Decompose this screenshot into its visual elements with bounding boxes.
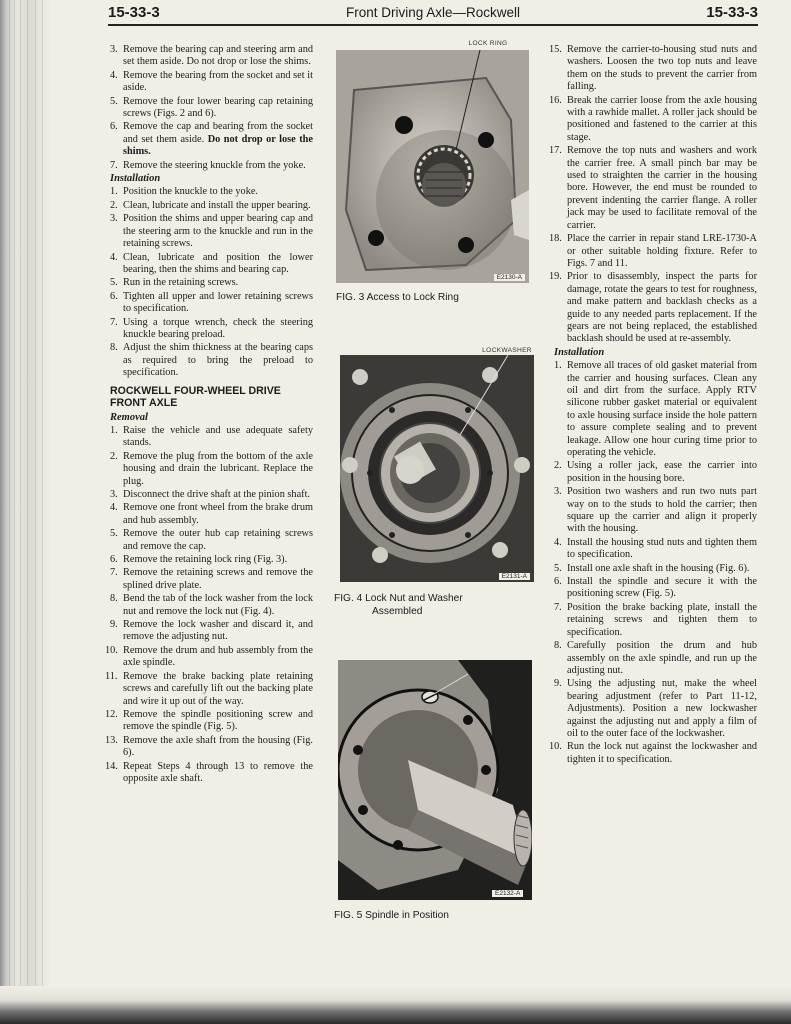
step-item xyxy=(105,734,313,760)
step-number: 16. xyxy=(549,94,562,106)
step-text: Clean, lubricate and position the lower bearing, then the shims and bearing cap. xyxy=(123,251,313,275)
step-item xyxy=(554,537,757,562)
step-text: Remove the cap and bearing from the socket and set them aside. xyxy=(123,121,313,145)
step-item xyxy=(110,567,313,592)
installation-heading-right: Installation xyxy=(554,346,605,358)
step-text: Using a torque wrench, check the steering knuckle bearing preload. xyxy=(123,316,313,340)
step-item xyxy=(549,271,757,345)
figure-3-photo xyxy=(336,50,529,283)
step-item xyxy=(110,291,313,316)
step-number: 11. xyxy=(105,670,118,682)
step-text: Remove the lock washer and discard it, and remove the adjusting nut. xyxy=(123,619,313,643)
step-number: 14. xyxy=(105,760,118,772)
step-item xyxy=(110,619,313,644)
fig4-caption-line1: FIG. 4 Lock Nut and Washer xyxy=(334,593,463,604)
step-number: 7. xyxy=(554,601,562,613)
step-item xyxy=(554,602,757,639)
step-number: 3. xyxy=(110,213,118,225)
step-number: 18. xyxy=(549,233,562,245)
step-text: Install the housing stud nuts and tighten them to specification. xyxy=(567,536,757,561)
axle-removal-steps xyxy=(105,424,313,785)
fig3-code: E2130-A xyxy=(494,274,525,281)
step-number: 9. xyxy=(110,619,118,631)
step-text: Remove the top nuts and washers and work the carrier free. A small pinch bar may be used to straighten the carrier in the housing bore. However, the end must be rounded to prevent indenting the carrier flange. A roller jack may be used to facilitate removal of the carrier. xyxy=(567,145,757,231)
step-item xyxy=(105,644,313,670)
step-item xyxy=(554,460,757,485)
step-item xyxy=(549,145,757,232)
step-item xyxy=(110,451,313,488)
step-number: 2. xyxy=(110,199,118,211)
step-number: 1. xyxy=(110,186,118,198)
step-item xyxy=(110,96,313,121)
step-item xyxy=(110,186,313,198)
step-item xyxy=(110,593,313,618)
step-text: Remove the spindle positioning screw and remove the spindle (Fig. 5). xyxy=(123,708,313,733)
step-number: 12. xyxy=(105,708,118,720)
step-number: 1. xyxy=(554,360,562,372)
step-text: Remove all traces of old gasket material from the carrier and housing surfaces. Clean any oil and dirt from the surface. Apply RTV silicone rubber gasket material or equivalent to axle housing surface inside the hole pattern to assure complete sealing and to prevent leakage. Allow one hour curing time prior to operating the vehicle. xyxy=(567,360,757,458)
step-text: Remove the carrier-to-housing stud nuts and washers. Loosen the two top nuts and leave them on the studs to prevent the carrier from falling. xyxy=(567,44,757,93)
step-text: Break the carrier loose from the axle housing with a rawhide mallet. A roller jack should be positioned and fastened to the carrier at this stage. xyxy=(567,94,757,143)
figure-4-photo xyxy=(340,355,534,582)
step-text: Remove one front wheel from the brake drum and hub assembly. xyxy=(123,502,313,526)
step-text: Prior to disassembly, inspect the parts for damage, rotate the gears to test for roughness, and make pattern and backlash checks as a guide to any needed parts replacement. If the gears are not being replaced, the established backlash should be used at re-assembly. xyxy=(567,271,757,345)
fig4-caption-line2: Assembled xyxy=(372,606,423,617)
step-text: Remove the steering knuckle from the yoke. xyxy=(123,159,306,171)
fig4-code: E2131-A xyxy=(499,573,530,580)
step-text: Place the carrier in repair stand LRE-1730-A or other suitable holding fixture. Refer to Figs. 7 and 11. xyxy=(567,233,757,269)
page-running-title: Front Driving Axle—Rockwell xyxy=(345,5,521,20)
step-text: Remove the drum and hub assembly from the axle spindle. xyxy=(123,644,313,669)
step-text: Raise the vehicle and use adequate safety stands. xyxy=(123,424,313,449)
step-number: 4. xyxy=(554,536,562,548)
step-item xyxy=(110,528,313,553)
step-item xyxy=(110,502,313,527)
step-number: 2. xyxy=(110,450,118,462)
step-item xyxy=(105,670,313,708)
step-item xyxy=(549,94,757,145)
step-item xyxy=(110,554,313,566)
figure-5-photo xyxy=(338,660,532,900)
header-rule xyxy=(108,24,758,26)
step-number: 5. xyxy=(110,528,118,540)
step-text: Disconnect the drive shaft at the pinion shaft. xyxy=(123,489,311,500)
step-item xyxy=(549,44,757,94)
step-text: Position the knuckle to the yoke. xyxy=(123,186,258,198)
page-number-right: 15-33-3 xyxy=(706,4,758,21)
step-item xyxy=(554,563,757,575)
step-item xyxy=(110,317,313,342)
step-item xyxy=(110,277,313,289)
step-number: 5. xyxy=(110,95,118,107)
step-number: 8. xyxy=(554,640,562,652)
step-number: 3. xyxy=(110,489,118,500)
step-number: 15. xyxy=(549,44,562,55)
step-number: 10. xyxy=(549,741,562,753)
step-text: Install the spindle and secure it with the positioning screw (Fig. 5). xyxy=(567,576,757,600)
step-item xyxy=(554,360,757,459)
fig4-callout: LOCKWASHER xyxy=(482,347,532,354)
step-number: 5. xyxy=(554,562,562,574)
step-number: 17. xyxy=(549,145,562,157)
step-number: 9. xyxy=(554,678,562,690)
step-text: Remove the outer hub cap retaining screws and remove the cap. xyxy=(123,528,313,552)
fig3-callout: LOCK RING xyxy=(468,40,508,47)
step-item xyxy=(110,342,313,379)
step-text: Using a roller jack, ease the carrier into position in the housing bore. xyxy=(567,460,757,484)
page-bottom-shadow xyxy=(0,986,791,1024)
step-text: Carefully position the drum and hub assembly on the axle spindle, and run up the adjusting nut. xyxy=(567,640,757,676)
fig3-caption: FIG. 3 Access to Lock Ring xyxy=(336,292,459,303)
step-text: Remove the plug from the bottom of the axle housing and drain the lubricant. Replace the plug. xyxy=(123,450,313,487)
step-number: 10. xyxy=(105,644,118,656)
section-title: ROCKWELL FOUR-WHEEL DRIVE FRONT AXLE xyxy=(110,384,281,409)
step-text: Bend the tab of the lock washer from the lock nut and remove the lock nut (Fig. 4). xyxy=(123,593,313,617)
step-item xyxy=(110,44,313,69)
step-number: 8. xyxy=(110,342,118,354)
step-number: 2. xyxy=(554,460,562,472)
step-text: Run in the retaining screws. xyxy=(123,277,239,289)
step-text: Run the lock nut against the lockwasher and tighten it to specification. xyxy=(567,741,757,765)
step-item xyxy=(554,486,757,536)
step-text: Remove the four lower bearing cap retaining screws (Figs. 2 and 6). xyxy=(123,95,313,120)
removal-heading: Removal xyxy=(110,411,148,423)
step-number: 3. xyxy=(554,486,562,498)
step-item xyxy=(110,252,313,277)
step-number: 3. xyxy=(110,44,118,55)
carrier-removal-steps xyxy=(549,44,757,346)
step-item xyxy=(110,425,313,450)
right-column xyxy=(549,44,757,767)
step-item xyxy=(554,678,757,740)
step-warning: Do not drop or lose the shims. xyxy=(123,133,313,158)
step-number: 13. xyxy=(105,734,118,746)
step-text: Adjust the shim thickness at the bearing caps as required to bring the preload to specification. xyxy=(123,342,313,379)
step-number: 7. xyxy=(110,316,118,328)
step-text: Using the adjusting nut, make the wheel bearing adjustment (refer to Part 11-12, Adjustments). Position a new lockwasher against the adjusting nut and apply a film of oil to the outer face of the lockwasher. xyxy=(567,678,757,739)
step-text: Remove the retaining screws and remove the splined drive plate. xyxy=(123,567,313,591)
step-item xyxy=(549,741,757,766)
step-number: 4. xyxy=(110,69,118,81)
step-item xyxy=(110,213,313,250)
step-text: Position the shims and upper bearing cap and the steering arm to the knuckle and run in the retaining screws. xyxy=(123,213,313,250)
left-column xyxy=(105,44,313,786)
step-number: 7. xyxy=(110,159,118,171)
step-text: Remove the axle shaft from the housing (Fig. 6). xyxy=(123,734,313,759)
step-text: Tighten all upper and lower retaining screws to specification. xyxy=(123,290,313,315)
knuckle-installation-steps xyxy=(110,186,313,379)
knuckle-removal-steps xyxy=(110,44,313,172)
step-item xyxy=(110,160,313,172)
step-number: 6. xyxy=(554,576,562,588)
step-text: Remove the brake backing plate retaining screws and carefully lift out the backing plate and wire it up out of the way. xyxy=(123,670,313,707)
step-item xyxy=(110,121,313,158)
page-header xyxy=(108,4,758,24)
step-item xyxy=(105,760,313,786)
step-item xyxy=(549,233,757,270)
step-number: 1. xyxy=(110,424,118,436)
step-item xyxy=(554,576,757,601)
step-number: 4. xyxy=(110,502,118,514)
page-binding-edge xyxy=(0,0,52,1024)
step-item xyxy=(554,640,757,677)
step-number: 4. xyxy=(110,251,118,263)
page-number-left: 15-33-3 xyxy=(108,4,160,21)
step-number: 8. xyxy=(110,593,118,605)
step-text: Remove the bearing from the socket and set it aside. xyxy=(123,69,313,94)
step-text: Remove the bearing cap and steering arm and set them aside. Do not drop or lose the shims. xyxy=(123,44,313,68)
step-text: Install one axle shaft in the housing (Fig. 6). xyxy=(567,562,750,574)
step-text: Remove the retaining lock ring (Fig. 3). xyxy=(123,554,288,566)
step-number: 6. xyxy=(110,290,118,302)
step-text: Position two washers and run two nuts part way on to the studs to hold the carrier; then square up the carrier and align it properly with the housing. xyxy=(567,486,757,535)
step-item xyxy=(110,70,313,95)
step-number: 6. xyxy=(110,121,118,133)
step-text: Repeat Steps 4 through 13 to remove the opposite axle shaft. xyxy=(123,760,313,784)
step-number: 7. xyxy=(110,567,118,579)
fig5-caption: FIG. 5 Spindle in Position xyxy=(334,910,449,921)
step-text: Position the brake backing plate, install the retaining screws and tighten them to specification. xyxy=(567,601,757,638)
step-item xyxy=(105,708,313,734)
carrier-installation-steps xyxy=(549,360,757,766)
fig5-code: E2132-A xyxy=(492,890,523,897)
step-number: 5. xyxy=(110,277,118,289)
step-number: 19. xyxy=(549,271,562,283)
step-item xyxy=(110,200,313,212)
step-number: 6. xyxy=(110,554,118,566)
step-text: Clean, lubricate and install the upper bearing. xyxy=(123,199,311,211)
installation-heading: Installation xyxy=(110,173,161,185)
step-item xyxy=(110,489,313,501)
